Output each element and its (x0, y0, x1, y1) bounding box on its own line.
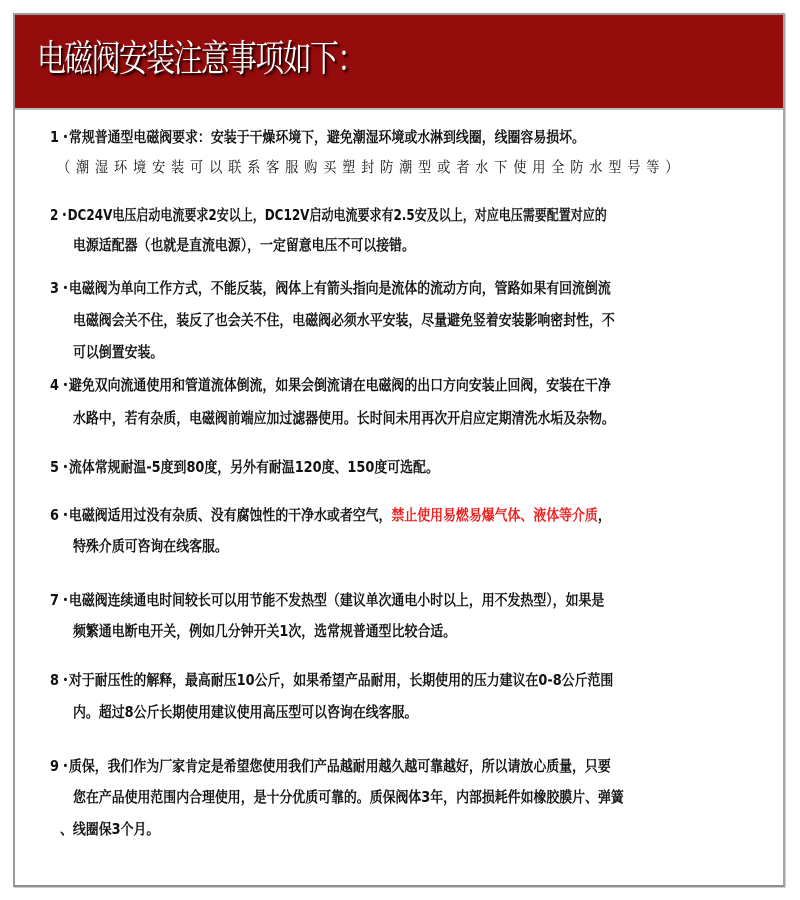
item-text: 常规普通型电磁阀要求：安装于干燥环境下，避免潮湿环境或水淋到线圈，线圈容易损坏。 (68, 128, 585, 146)
item-9-line-1 (50, 756, 611, 776)
item-7-line-2: 频繁通电断电开关，例如几分钟开关1次，选常规普通型比较合适。 (73, 622, 457, 640)
item-2-line-1 (50, 205, 607, 225)
item-1-note: （潮湿环境安装可以联系客服购买塑封防潮型或者水下使用全防水型号等） (57, 158, 685, 176)
item-5-line-1 (50, 457, 439, 477)
item-text: DC24V电压启动电流要求2安以上，DC12V启动电流要求有2.5安及以上，对应电压需要配置对应的 (67, 206, 607, 224)
item-3-line-1 (50, 278, 611, 298)
item-text: 避免双向流通使用和管道流体倒流，如果会倒流请在电磁阀的出口方向安装止回阀，安装在干净 (68, 376, 611, 394)
item-number: 7・ (50, 591, 72, 609)
item-number: 1・ (50, 128, 72, 146)
item-text: 电磁阀为单向工作方式，不能反装，阀体上有箭头指向是流体的流动方向，管路如果有回流倒流 (68, 279, 611, 297)
item-number: 5・ (50, 458, 72, 476)
item-3-line-3: 可以倒置安装。 (73, 343, 164, 361)
item-number: 4・ (50, 376, 72, 394)
item-8-line-1 (50, 670, 613, 690)
item-number: 6・ (50, 506, 72, 524)
item-text: 电磁阀连续通电时间较长可以用节能不发热型（建议单次通电小时以上，用不发热型），如果是 (68, 591, 605, 609)
item-text: ， (597, 506, 611, 524)
item-6-line-1 (50, 505, 611, 525)
item-text: 流体常规耐温-5度到80度，另外有耐温120度、150度可选配。 (68, 458, 439, 476)
warning-text: 禁止使用易燃易爆气体、液体等介质 (391, 506, 598, 524)
item-6-line-2: 特殊介质可咨询在线客服。 (73, 537, 228, 555)
item-8-line-2: 内。超过8公斤长期使用建议使用高压型可以咨询在线客服。 (73, 703, 418, 721)
item-number: 2・ (50, 206, 71, 224)
item-4-line-2: 水路中，若有杂质，电磁阀前端应加过滤器使用。长时间未用再次开启应定期清洗水垢及杂物。 (73, 409, 615, 427)
item-number: 9・ (50, 757, 72, 775)
item-number: 8・ (50, 671, 72, 689)
item-text: 电磁阀适用过没有杂质、没有腐蚀性的干净水或者空气， (68, 506, 392, 524)
item-1-line-1 (50, 127, 585, 147)
item-4-line-1 (50, 375, 611, 395)
item-number: 3・ (50, 279, 72, 297)
item-text: 对于耐压性的解释，最高耐压10公斤，如果希望产品耐用，长期使用的压力建议在0-8公斤范围 (68, 671, 614, 689)
item-7-line-1 (50, 590, 604, 610)
item-2-line-2: 电源适配器（也就是直流电源），一定留意电压不可以接错。 (73, 236, 415, 254)
item-9-line-3: 、线圈保3个月。 (60, 820, 160, 838)
item-text: 质保，我们作为厂家肯定是希望您使用我们产品越耐用越久越可靠越好，所以请放心质量，只要 (68, 757, 611, 775)
header-banner (15, 15, 783, 110)
item-9-line-2: 您在产品使用范围内合理使用，是十分优质可靠的。质保阀体3年，内部损耗件如橡胶膜片、弹簧 (73, 788, 624, 806)
item-3-line-2: 电磁阀会关不住，装反了也会关不住，电磁阀必须水平安装，尽量避免竖着安装影响密封性，不 (73, 311, 615, 329)
page-title: 电磁阀安装注意事项如下： (37, 37, 365, 80)
